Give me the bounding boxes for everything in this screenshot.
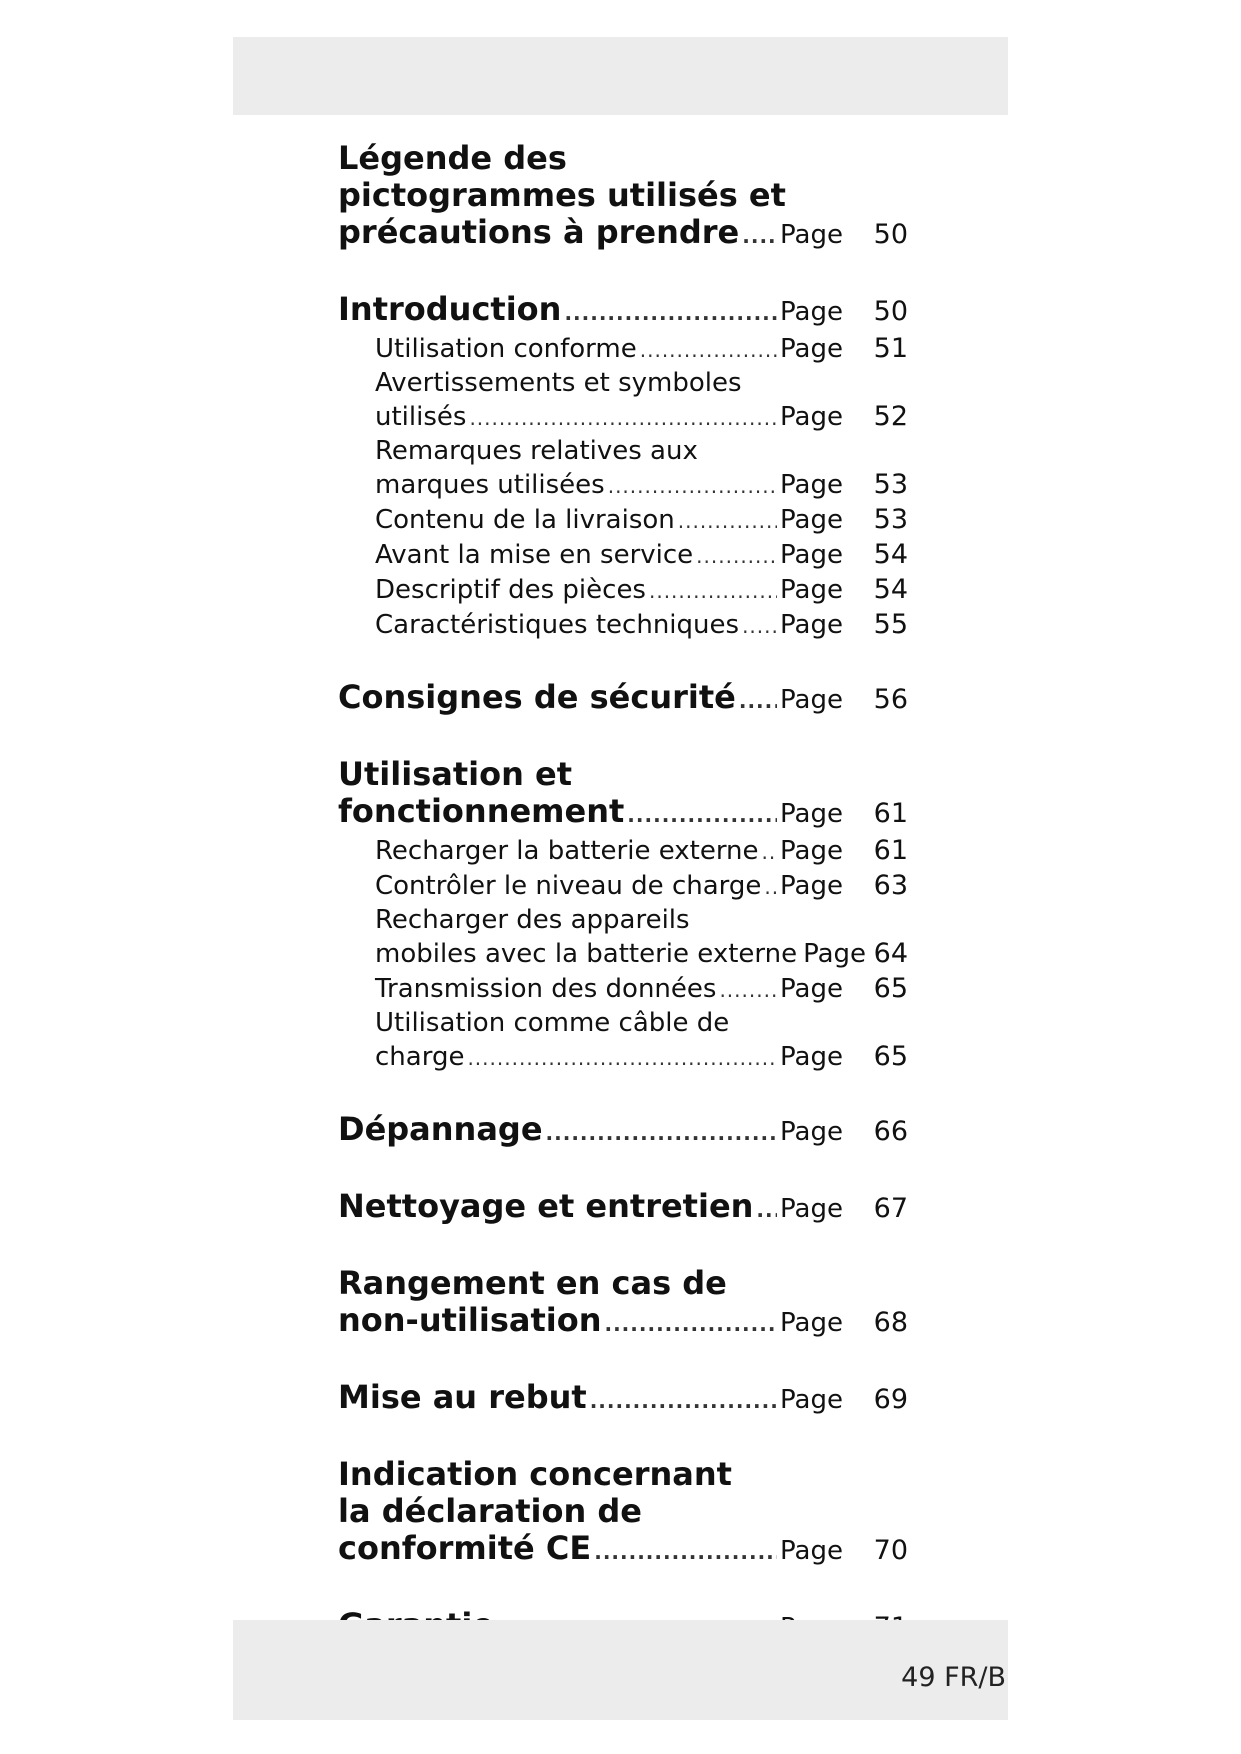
toc-sub-row[interactable] xyxy=(338,834,908,869)
page-word: Page xyxy=(803,939,867,969)
page-ref: 54 xyxy=(873,539,908,570)
toc-sub-line: Utilisation comme câble de xyxy=(375,1008,730,1038)
toc-entry xyxy=(338,1265,908,1343)
toc-title-line: la déclaration de xyxy=(338,1492,642,1530)
toc-sub-row[interactable] xyxy=(338,468,908,503)
toc-title: Dépannage xyxy=(338,1110,543,1148)
toc-sub-title: Contenu de la livraison xyxy=(375,505,675,535)
toc-sub-row[interactable] xyxy=(338,869,908,904)
page-ref: 52 xyxy=(873,401,908,432)
toc-sub-line: Recharger des appareils xyxy=(375,905,690,935)
toc-sub-title: Descriptif des pièces xyxy=(375,575,646,605)
dot-leader xyxy=(640,334,777,367)
dot-leader xyxy=(742,218,777,255)
page-word: Page xyxy=(780,1308,843,1338)
toc-title: Mise au rebut xyxy=(338,1378,587,1416)
dot-leader xyxy=(564,295,777,332)
toc-sub-row[interactable] xyxy=(338,538,908,573)
toc-title-row[interactable] xyxy=(338,1379,908,1420)
toc-sub-row[interactable] xyxy=(338,573,908,608)
page-ref: 65 xyxy=(873,1041,908,1072)
toc-title-row[interactable] xyxy=(338,1302,908,1343)
dot-leader xyxy=(742,610,777,643)
dot-leader xyxy=(608,470,777,503)
page-ref: 54 xyxy=(873,574,908,605)
toc-sub-title: marques utilisées xyxy=(375,470,605,500)
toc-title-line: Rangement en cas de xyxy=(338,1264,727,1302)
dot-leader xyxy=(719,974,777,1007)
toc-sub-line: Avertissements et symboles xyxy=(375,368,742,398)
toc-title: précautions à prendre xyxy=(338,213,740,251)
page-word: Page xyxy=(780,610,843,640)
page-ref: 65 xyxy=(873,973,908,1004)
footer-band xyxy=(233,1620,1008,1720)
page-ref: 68 xyxy=(873,1307,908,1338)
toc-entry xyxy=(338,1188,908,1229)
page-word: Page xyxy=(780,685,843,715)
page-ref: 70 xyxy=(873,1535,908,1566)
page-number: 49 FR/B xyxy=(901,1662,1006,1693)
toc-sub-line: Remarques relatives aux xyxy=(375,436,698,466)
toc-sub-title: Utilisation conforme xyxy=(375,334,637,364)
dot-leader xyxy=(649,575,777,608)
page-word: Page xyxy=(780,974,843,1004)
dot-leader xyxy=(627,797,777,834)
page-word: Page xyxy=(780,297,843,327)
page-word: Page xyxy=(780,1117,843,1147)
page-ref: 56 xyxy=(873,684,908,715)
dot-leader xyxy=(590,1383,777,1420)
toc-sub-title: Transmission des données xyxy=(375,974,717,1004)
toc-sub-title: mobiles avec la batterie externe xyxy=(375,939,798,969)
toc-sub-title: charge xyxy=(375,1042,465,1072)
toc-title-row[interactable] xyxy=(338,214,908,255)
page-ref: 51 xyxy=(873,333,908,364)
header-band xyxy=(233,37,1008,115)
toc-sub-title: Caractéristiques techniques xyxy=(375,610,740,640)
page-word: Page xyxy=(780,1536,843,1566)
toc-title-line: pictogrammes utilisés et xyxy=(338,176,786,214)
toc-title-row[interactable] xyxy=(338,679,908,720)
toc-sub-title: utilisés xyxy=(375,402,467,432)
toc-title: conformité CE xyxy=(338,1529,592,1567)
dot-leader xyxy=(467,1042,777,1075)
page-word: Page xyxy=(780,575,843,605)
page-word: Page xyxy=(780,540,843,570)
page-ref: 67 xyxy=(873,1193,908,1224)
page-word: Page xyxy=(780,505,843,535)
toc-sub-title: Avant la mise en service xyxy=(375,540,694,570)
dot-leader xyxy=(696,540,777,573)
page-ref: 50 xyxy=(873,296,908,327)
page-ref: 66 xyxy=(873,1116,908,1147)
toc-sub-row[interactable] xyxy=(338,400,908,435)
toc-sub-row[interactable] xyxy=(338,608,908,643)
toc-sub-row[interactable] xyxy=(338,503,908,538)
page-ref: 64 xyxy=(873,938,908,969)
toc-title-line: Utilisation et xyxy=(338,755,572,793)
toc-sub-row[interactable] xyxy=(338,972,908,1007)
page-ref: 53 xyxy=(873,469,908,500)
page-word: Page xyxy=(780,1042,843,1072)
toc-title-line: Légende des xyxy=(338,139,567,177)
toc-title-row[interactable] xyxy=(338,1111,908,1152)
page-word: Page xyxy=(780,799,843,829)
table-of-contents xyxy=(338,140,908,1684)
page-word: Page xyxy=(780,470,843,500)
page-ref: 63 xyxy=(873,870,908,901)
page-ref: 61 xyxy=(873,798,908,829)
toc-entry xyxy=(338,140,908,255)
page-word: Page xyxy=(780,1385,843,1415)
toc-entry xyxy=(338,679,908,720)
toc-sub-title: Recharger la batterie externe xyxy=(375,836,759,866)
page-ref: 50 xyxy=(873,219,908,250)
toc-title-line: Indication concernant xyxy=(338,1455,732,1493)
toc-entry xyxy=(338,1456,908,1571)
toc-title: Introduction xyxy=(338,290,562,328)
toc-title: Nettoyage et entretien xyxy=(338,1187,754,1225)
toc-entry xyxy=(338,756,908,1075)
toc-title-row[interactable] xyxy=(338,793,908,834)
toc-title: Consignes de sécurité xyxy=(338,678,736,716)
dot-leader xyxy=(604,1306,777,1343)
page-ref: 53 xyxy=(873,504,908,535)
page-word: Page xyxy=(780,1194,843,1224)
page-word: Page xyxy=(780,836,843,866)
page-word: Page xyxy=(780,334,843,364)
toc-sub-row[interactable] xyxy=(338,1040,908,1075)
toc-sub-title: Contrôler le niveau de charge xyxy=(375,871,762,901)
dot-leader xyxy=(764,871,777,904)
page-ref: 61 xyxy=(873,835,908,866)
toc-title-row[interactable] xyxy=(338,1530,908,1571)
toc-entry xyxy=(338,1111,908,1152)
dot-leader xyxy=(739,683,777,720)
toc-entry xyxy=(338,1379,908,1420)
page-ref: 55 xyxy=(873,609,908,640)
dot-leader xyxy=(762,836,777,869)
page-ref: 69 xyxy=(873,1384,908,1415)
dot-leader xyxy=(469,402,777,435)
dot-leader xyxy=(756,1192,777,1229)
toc-sub-row[interactable] xyxy=(338,937,908,972)
page-word: Page xyxy=(780,402,843,432)
page-word: Page xyxy=(780,871,843,901)
dot-leader xyxy=(678,505,777,538)
toc-title: fonctionnement xyxy=(338,792,625,830)
toc-sub-row[interactable] xyxy=(338,332,908,367)
dot-leader xyxy=(594,1534,777,1571)
page-word: Page xyxy=(780,220,843,250)
toc-title-row[interactable] xyxy=(338,291,908,332)
dot-leader xyxy=(546,1115,777,1152)
toc-title-row[interactable] xyxy=(338,1188,908,1229)
toc-entry xyxy=(338,291,908,643)
toc-title: non-utilisation xyxy=(338,1301,602,1339)
